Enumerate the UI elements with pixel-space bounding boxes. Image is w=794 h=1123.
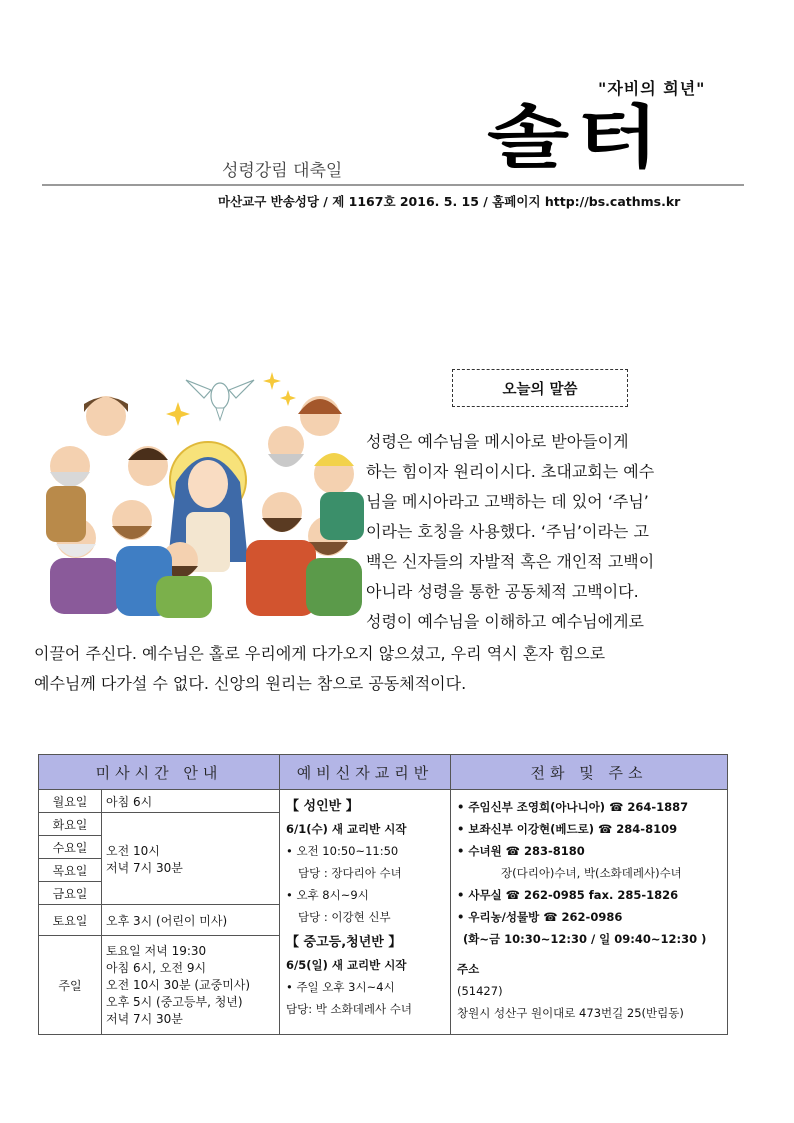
day-saturday: 토요일 [39, 905, 102, 936]
reflection-line: 예수님께 다가설 수 없다. 신앙의 원리는 참으로 공동체적이다. [34, 674, 467, 693]
weekday-evening: 저녁 7시 30분 [106, 860, 183, 875]
contacts-cell [451, 790, 728, 1035]
catechism-cell [280, 790, 451, 1035]
contact-office: • 사무실 ☎ 262-0985 fax. 285-1826 [457, 888, 679, 902]
youth-class-title: 【 중고등,청년반 】 [286, 935, 402, 950]
sunday-time: 저녁 7시 30분 [106, 1011, 183, 1026]
weekday-morning: 오전 10시 [106, 843, 160, 858]
office-hours: (화~금 10:30~12:30 / 일 09:40~12:30 ) [463, 932, 707, 946]
star-icon [166, 402, 190, 426]
dove-icon [186, 380, 254, 420]
day-wednesday: 수요일 [39, 836, 102, 859]
youth-class-start: 6/5(일) 새 교리반 시작 [286, 958, 407, 972]
sunday-time: 오전 10시 30분 (교중미사) [106, 977, 251, 992]
todays-word-title: 오늘의 말씀 [452, 369, 628, 407]
mass-times-header: 미사시간 안내 [39, 755, 280, 790]
adult-class-evening-staff: 담당 : 이강현 신부 [298, 910, 391, 924]
pentecost-illustration [36, 362, 370, 618]
address-label: 주소 [457, 962, 480, 976]
day-friday: 금요일 [39, 882, 102, 905]
postcode: (51427) [457, 984, 503, 998]
time-sunday [102, 936, 280, 1035]
issue-info-line: 마산교구 반송성당 / 제 1167호 2016. 5. 15 / 홈페이지 http://bs.cathms.kr [218, 194, 681, 209]
youth-class-time: • 주일 오후 3시~4시 [286, 980, 395, 994]
day-thursday: 목요일 [39, 859, 102, 882]
adult-class-morning-staff: 담당 : 장다리아 수녀 [298, 866, 402, 880]
sunday-time: 아침 6시, 오전 9시 [106, 960, 207, 975]
day-sunday: 주일 [39, 936, 102, 1035]
parish-info-table [38, 754, 728, 1035]
star-icon [280, 390, 296, 406]
adult-class-evening: • 오후 8시~9시 [286, 888, 369, 902]
day-monday: 월요일 [39, 790, 102, 813]
adult-class-start: 6/1(수) 새 교리반 시작 [286, 822, 407, 836]
header-divider [42, 184, 744, 186]
reflection-line: 님을 메시아라고 고백하는 데 있어 ‘주님’ [366, 492, 649, 511]
sunday-time: 토요일 저녁 19:30 [106, 943, 207, 958]
contact-convent: • 수녀원 ☎ 283-8180 [457, 844, 585, 858]
reflection-line: 아니라 성령을 통한 공동체적 고백이다. [366, 582, 639, 601]
feast-title: 성령강림 대축일 [222, 161, 343, 181]
bulletin-logo: 솔터 [487, 98, 667, 178]
time-weekdays [102, 813, 280, 905]
jubilee-motto: "자비의 희년" [598, 79, 706, 98]
adult-class-title: 【 성인반 】 [286, 799, 359, 814]
contact-store: • 우리농/성물방 ☎ 262-0986 [457, 910, 623, 924]
time-monday: 아침 6시 [102, 790, 280, 813]
adult-class-morning: • 오전 10:50~11:50 [286, 844, 399, 858]
catechism-header: 예비신자교리반 [280, 755, 451, 790]
sunday-time: 오후 5시 (중고등부, 청년) [106, 994, 243, 1009]
contact-assistant: • 보좌신부 이강현(베드로) ☎ 284-8109 [457, 822, 678, 836]
star-icon [263, 372, 281, 390]
reflection-line: 성령이 예수님을 이해하고 예수님에게로 [366, 612, 645, 631]
reflection-line: 성령은 예수님을 메시아로 받아들이게 [366, 432, 629, 451]
address: 창원시 성산구 원이대로 473번길 25(반림동) [457, 1006, 684, 1020]
reflection-line: 백은 신자들의 자발적 혹은 개인적 고백이 [366, 552, 655, 571]
reflection-line: 이끌어 주신다. 예수님은 홀로 우리에게 다가오지 않으셨고, 우리 역시 혼자 힘으로 [34, 644, 606, 663]
youth-class-staff: 담당: 박 소화데레사 수녀 [286, 1002, 412, 1016]
time-saturday: 오후 3시 (어린이 미사) [102, 905, 280, 936]
reflection-line: 이라는 호칭을 사용했다. ‘주님’이라는 고 [366, 522, 649, 541]
contact-sisters: 장(다리아)수녀, 박(소화데레사)수녀 [501, 866, 682, 880]
contact-pastor: • 주임신부 조영희(아나니아) ☎ 264-1887 [457, 800, 689, 814]
reflection-line: 하는 힘이자 원리이시다. 초대교회는 예수 [366, 462, 655, 481]
day-tuesday: 화요일 [39, 813, 102, 836]
contacts-header: 전화 및 주소 [451, 755, 728, 790]
